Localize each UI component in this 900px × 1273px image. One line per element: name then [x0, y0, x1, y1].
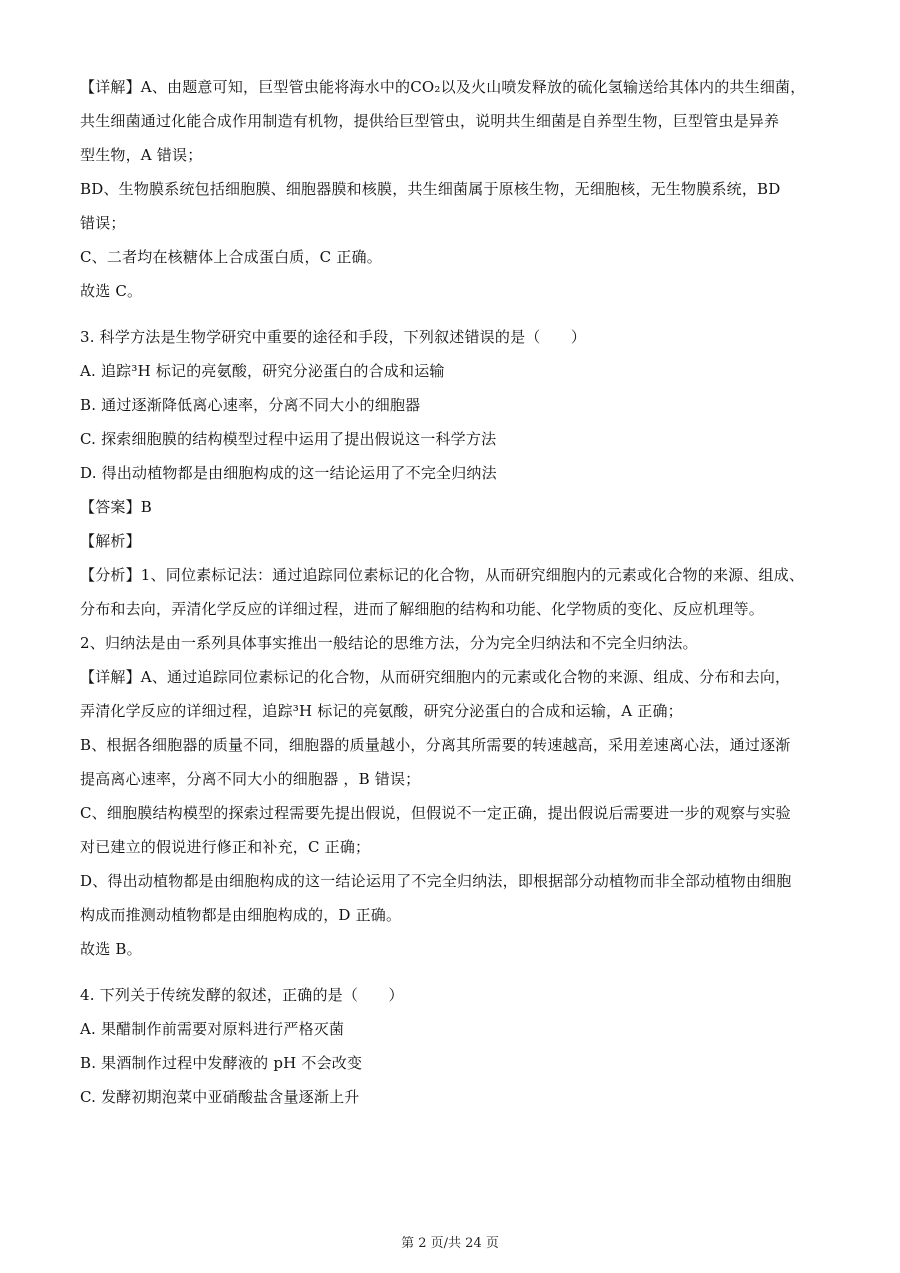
answer-label: 【答案】B [80, 498, 153, 516]
text-line: 对已建立的假说进行修正和补充，C 正确； [80, 838, 371, 856]
text-line: BD、生物膜系统包括细胞膜、细胞器膜和核膜，共生细菌属于原核生物，无细胞核，无生物膜系统，BD [80, 180, 781, 198]
text-line: 【分析】1、同位素标记法：通过追踪同位素标记的化合物，从而研究细胞内的元素或化合物的来源、组成、 [80, 566, 805, 584]
text-line: 故选 B。 [80, 940, 142, 958]
question-stem: 4. 下列关于传统发酵的叙述，正确的是（ ） [80, 986, 404, 1004]
option-c: C. 探索细胞膜的结构模型过程中运用了提出假说这一科学方法 [80, 430, 497, 448]
text-line: 提高离心速率，分离不同大小的细胞器 ，B 错误； [80, 770, 421, 788]
text-line: 故选 C。 [80, 282, 143, 300]
option-a: A. 果醋制作前需要对原料进行严格灭菌 [80, 1020, 345, 1038]
text-line: D、得出动植物都是由细胞构成的这一结论运用了不完全归纳法，即根据部分动植物而非全部动植物由细胞 [80, 872, 792, 890]
text-line: 【详解】A、通过追踪同位素标记的化合物，从而研究细胞内的元素或化合物的来源、组成、分布和去向， [80, 668, 791, 686]
question2-explanation [80, 70, 820, 308]
text-line: 错误； [80, 214, 126, 232]
text-line: 2、归纳法是由一系列具体事实推出一般结论的思维方法，分为完全归纳法和不完全归纳法。 [80, 634, 698, 652]
text-line: 型生物，A 错误； [80, 146, 203, 164]
option-b: B. 通过逐渐降低离心速率，分离不同大小的细胞器 [80, 396, 421, 414]
text-line: 弄清化学反应的详细过程，追踪³H 标记的亮氨酸，研究分泌蛋白的合成和运输，A 正确； [80, 702, 683, 720]
option-b: B. 果酒制作过程中发酵液的 pH 不会改变 [80, 1054, 363, 1072]
option-c: C. 发酵初期泡菜中亚硝酸盐含量逐渐上升 [80, 1088, 360, 1106]
question-stem: 3. 科学方法是生物学研究中重要的途径和手段，下列叙述错误的是（ ） [80, 328, 587, 346]
question3 [80, 320, 820, 966]
text-line: 共生细菌通过化能合成作用制造有机物，提供给巨型管虫，说明共生细菌是自养型生物，巨型管虫是异养 [80, 112, 780, 130]
text-line: 构成而推测动植物都是由细胞构成的，D 正确。 [80, 906, 402, 924]
text-line: B、根据各细胞器的质量不同，细胞器的质量越小，分离其所需要的转速越高，采用差速离心法，通过逐渐 [80, 736, 791, 754]
analysis-heading: 【解析】 [80, 532, 141, 550]
text-line: 【详解】A、由题意可知，巨型管虫能将海水中的CO₂以及火山喷发释放的硫化氢输送给其体内的共生细菌， [80, 78, 806, 96]
question4 [80, 978, 820, 1114]
text-line: C、细胞膜结构模型的探索过程需要先提出假说，但假说不一定正确，提出假说后需要进一步的观察与实验 [80, 804, 791, 822]
document-page [80, 70, 820, 1114]
text-line: 分布和去向，弄清化学反应的详细过程，进而了解细胞的结构和功能、化学物质的变化、反应机理等。 [80, 600, 765, 618]
text-line: C、二者均在核糖体上合成蛋白质，C 正确。 [80, 248, 382, 266]
option-d: D. 得出动植物都是由细胞构成的这一结论运用了不完全归纳法 [80, 464, 497, 482]
option-a: A. 追踪³H 标记的亮氨酸，研究分泌蛋白的合成和运输 [80, 362, 445, 380]
page-number-footer: 第 2 页/共 24 页 [401, 1236, 499, 1251]
